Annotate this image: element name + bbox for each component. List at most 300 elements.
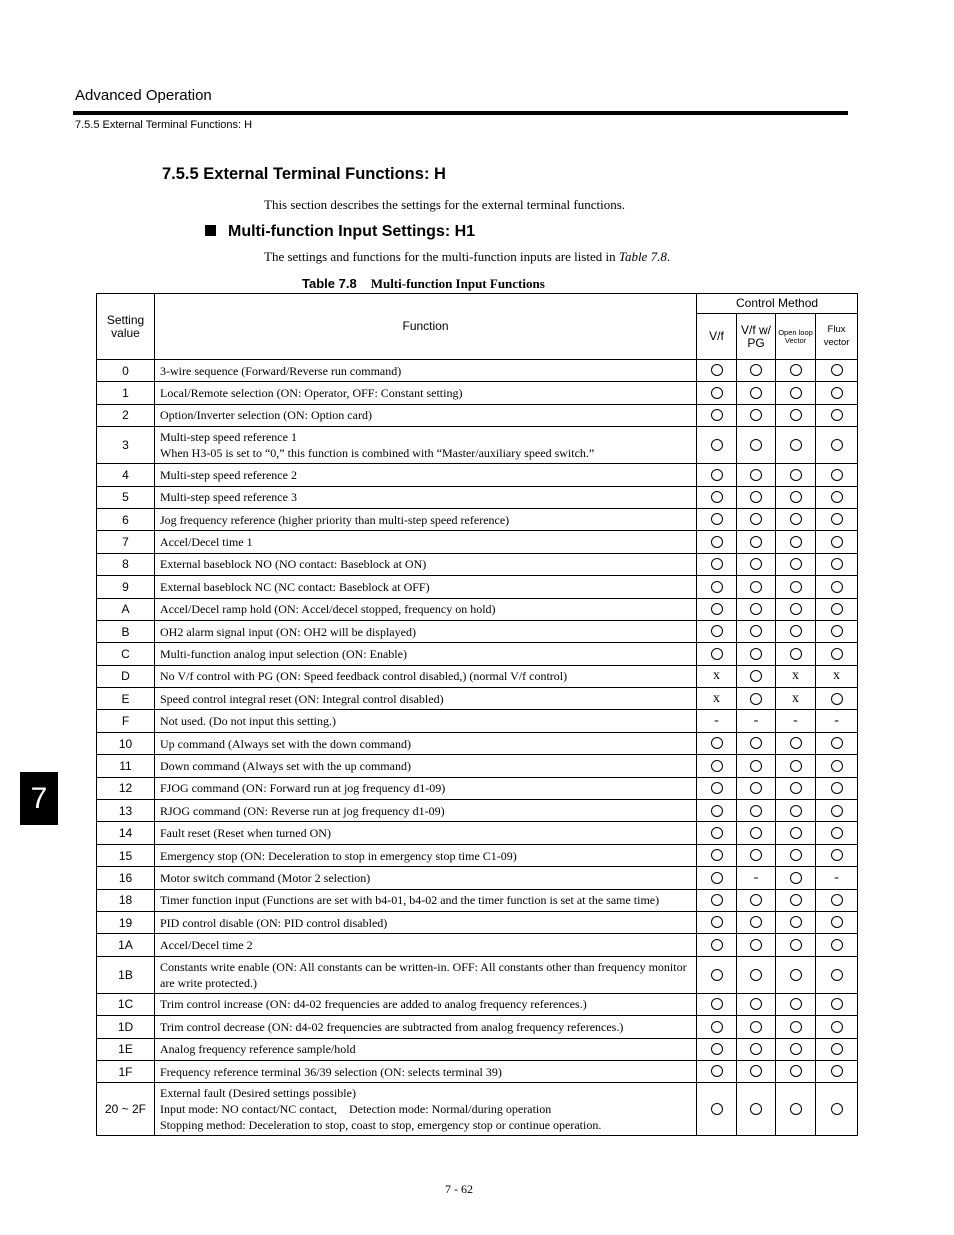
header-function: Function [155,294,697,360]
method-mark-cell [816,598,858,620]
circle-icon [750,1043,762,1055]
setting-value-cell: 19 [97,911,155,933]
method-mark-cell [816,404,858,426]
method-mark-cell [737,665,776,687]
method-mark-cell [776,620,816,642]
dash-mark: - [834,713,839,729]
method-mark-cell [776,427,816,464]
circle-icon [831,998,843,1010]
method-mark-cell [737,382,776,404]
circle-icon [750,939,762,951]
chapter-tab: 7 [20,772,58,825]
method-mark-cell [776,822,816,844]
method-mark-cell [776,382,816,404]
method-mark-cell [776,911,816,933]
setting-value-cell: 7 [97,531,155,553]
method-mark-cell [697,360,737,382]
table-row [97,665,858,687]
function-line: OH2 alarm signal input (ON: OH2 will be displayed) [160,624,416,639]
method-mark-cell [776,508,816,530]
method-mark-cell [697,598,737,620]
table-row [97,911,858,933]
circle-icon [711,491,723,503]
table-row [97,1016,858,1038]
circle-icon [790,439,802,451]
setting-value-cell: 2 [97,404,155,426]
method-mark-cell [697,755,737,777]
method-mark-cell [737,1060,776,1082]
function-line: Timer function input (Functions are set with b4-01, b4-02 and the timer function is set at the same time) [160,893,660,908]
table-row [97,755,858,777]
circle-icon [711,648,723,660]
circle-icon [831,648,843,660]
circle-icon [790,916,802,928]
function-line: PID control disable (ON: PID control disabled) [160,915,388,930]
circle-icon [711,1103,723,1115]
method-mark-cell [737,620,776,642]
intro-text: The settings and functions for the multi-function inputs are listed in [264,249,619,264]
method-mark-cell [737,800,776,822]
circle-icon [711,827,723,839]
header-method-vf-pg: V/f w/ PG [737,314,776,360]
circle-icon [711,1021,723,1033]
circle-icon [711,409,723,421]
circle-icon [750,827,762,839]
multi-function-input-table [96,293,858,1136]
dash-mark: - [714,713,719,729]
circle-icon [711,581,723,593]
circle-icon [711,387,723,399]
method-mark-cell [697,889,737,911]
method-mark-cell [816,531,858,553]
method-mark-cell [776,553,816,575]
header-setting-value: Setting value [97,294,155,360]
setting-value-cell: B [97,620,155,642]
page-number: 7 - 62 [445,1182,473,1196]
circle-icon [750,737,762,749]
method-mark-cell [816,360,858,382]
circle-icon [750,439,762,451]
circle-icon [711,872,723,884]
subsection-intro [264,249,670,265]
circle-icon [750,693,762,705]
method-mark-cell [816,800,858,822]
method-mark-cell [776,1060,816,1082]
circle-icon [831,849,843,861]
method-mark-cell [816,1060,858,1082]
circle-icon [790,1103,802,1115]
method-mark-cell [816,464,858,486]
function-line: Multi-function analog input selection (ON: Enable) [160,646,407,661]
method-mark-cell [816,643,858,665]
setting-value-cell: 14 [97,822,155,844]
method-mark-cell [737,867,776,889]
setting-value-cell: 10 [97,732,155,754]
function-cell [155,427,697,464]
circle-icon [750,603,762,615]
function-cell [155,867,697,889]
circle-icon [831,827,843,839]
method-mark-cell [737,1083,776,1136]
function-line: Accel/Decel ramp hold (ON: Accel/decel stopped, frequency on hold) [160,602,496,617]
setting-value-cell: E [97,688,155,710]
circle-icon [790,827,802,839]
circle-icon [711,439,723,451]
circle-icon [711,849,723,861]
method-mark-cell [816,576,858,598]
function-line: Constants write enable (ON: All constants can be written-in. OFF: All constants other than frequency monitor are write protected.) [160,959,690,990]
circle-icon [750,760,762,772]
function-cell [155,576,697,598]
method-mark-cell [816,822,858,844]
method-mark-cell [737,934,776,956]
method-mark-cell [776,360,816,382]
method-mark-cell [697,1038,737,1060]
circle-icon [790,760,802,772]
circle-icon [711,939,723,951]
method-mark-cell [737,732,776,754]
circle-icon [831,760,843,772]
circle-icon [750,625,762,637]
circle-icon [711,469,723,481]
method-mark-cell [697,1060,737,1082]
running-header-subsection: 7.5.5 External Terminal Functions: H [75,119,253,131]
method-mark-cell [776,777,816,799]
function-cell [155,665,697,687]
circle-icon [790,581,802,593]
subsection-title-text: Multi-function Input Settings: H1 [228,223,476,240]
function-cell [155,956,697,993]
function-line: Frequency reference terminal 36/39 selection (ON: selects terminal 39) [160,1064,502,1079]
function-line: Motor switch command (Motor 2 selection) [160,870,371,885]
method-mark-cell [776,844,816,866]
circle-icon [790,1021,802,1033]
method-mark-cell [697,382,737,404]
function-cell [155,620,697,642]
table-row [97,643,858,665]
method-mark-cell [697,911,737,933]
method-mark-cell [697,576,737,598]
section-intro: This section describes the settings for the external terminal functions. [264,197,626,212]
circle-icon [711,894,723,906]
setting-value-cell: 16 [97,867,155,889]
circle-icon [750,491,762,503]
method-mark-cell [776,993,816,1015]
table-row [97,464,858,486]
method-mark-cell [737,956,776,993]
method-mark-cell [737,889,776,911]
method-mark-cell [697,993,737,1015]
method-mark-cell [697,777,737,799]
circle-icon [750,1021,762,1033]
circle-icon [790,603,802,615]
table-row [97,1083,858,1136]
circle-icon [750,558,762,570]
method-mark-cell [737,1016,776,1038]
function-cell [155,486,697,508]
method-mark-cell [697,665,737,687]
method-mark-cell [737,688,776,710]
method-mark-cell [737,464,776,486]
function-line: Down command (Always set with the up command) [160,758,411,773]
function-cell [155,710,697,732]
method-mark-cell [697,956,737,993]
method-mark-cell [697,867,737,889]
circle-icon [831,439,843,451]
circle-icon [750,581,762,593]
circle-icon [750,387,762,399]
method-mark-cell [776,1016,816,1038]
method-mark-cell [697,732,737,754]
table-row [97,993,858,1015]
function-line: Stopping method: Deceleration to stop, coast to stop, emergency stop or continue operation. [160,1118,602,1133]
circle-icon [711,998,723,1010]
x-mark: x [792,690,799,706]
table-row [97,956,858,993]
method-mark-cell [816,934,858,956]
circle-icon [831,894,843,906]
circle-icon [750,782,762,794]
circle-icon [790,737,802,749]
function-line: RJOG command (ON: Reverse run at jog frequency d1-09) [160,803,445,818]
function-line: Analog frequency reference sample/hold [160,1042,356,1057]
method-mark-cell [776,576,816,598]
table-row [97,486,858,508]
circle-icon [831,558,843,570]
circle-icon [831,1065,843,1077]
setting-value-cell: 1D [97,1016,155,1038]
function-line: External baseblock NO (NO contact: Baseblock at ON) [160,557,427,572]
circle-icon [750,805,762,817]
running-header-title: Advanced Operation [75,87,212,104]
circle-icon [831,916,843,928]
circle-icon [831,1043,843,1055]
method-mark-cell [737,360,776,382]
method-mark-cell [737,598,776,620]
subsection-title [205,223,475,241]
method-mark-cell [776,1083,816,1136]
circle-icon [831,1103,843,1115]
method-mark-cell [816,1016,858,1038]
circle-icon [711,782,723,794]
circle-icon [831,469,843,481]
circle-icon [831,782,843,794]
x-mark: x [713,668,720,684]
circle-icon [831,364,843,376]
method-mark-cell [776,404,816,426]
method-mark-cell [776,486,816,508]
method-mark-cell [776,889,816,911]
function-cell [155,1038,697,1060]
table-row [97,889,858,911]
function-cell [155,598,697,620]
circle-icon [790,513,802,525]
circle-icon [790,969,802,981]
method-mark-cell [816,732,858,754]
setting-value-cell: 20 ~ 2F [97,1083,155,1136]
circle-icon [831,581,843,593]
table-row [97,508,858,530]
function-cell [155,993,697,1015]
method-mark-cell [697,486,737,508]
method-mark-cell [697,508,737,530]
method-mark-cell [776,755,816,777]
method-mark-cell [816,508,858,530]
dash-mark: - [793,713,798,729]
dash-mark: - [753,713,759,729]
circle-icon [750,998,762,1010]
function-cell [155,755,697,777]
circle-icon [790,648,802,660]
method-mark-cell [697,710,737,732]
method-mark-cell [776,956,816,993]
x-mark: x [833,668,841,684]
circle-icon [790,849,802,861]
function-line: No V/f control with PG (ON: Speed feedback control disabled,) (normal V/f control) [160,669,568,684]
dash-mark: - [753,869,759,885]
header-control-method: Control Method [697,294,858,314]
method-mark-cell [737,643,776,665]
setting-value-cell: 0 [97,360,155,382]
function-cell [155,934,697,956]
circle-icon [831,737,843,749]
method-mark-cell [697,934,737,956]
table-caption [302,276,545,292]
setting-value-cell: 18 [97,889,155,911]
function-cell [155,1060,697,1082]
setting-value-cell: 1B [97,956,155,993]
method-mark-cell [697,800,737,822]
method-mark-cell [737,993,776,1015]
table-row [97,553,858,575]
function-cell [155,382,697,404]
function-line: Multi-step speed reference 2 [160,467,297,482]
method-mark-cell [816,427,858,464]
function-line: FJOG command (ON: Forward run at jog frequency d1-09) [160,781,446,796]
method-mark-cell [816,1083,858,1136]
setting-value-cell: 1A [97,934,155,956]
table-row [97,822,858,844]
x-mark: x [713,690,720,706]
circle-icon [831,1021,843,1033]
function-cell [155,531,697,553]
circle-icon [711,603,723,615]
method-mark-cell [776,800,816,822]
function-line: When H3-05 is set to “0,” this function is combined with “Master/auxiliary speed switch.” [160,446,595,461]
circle-icon [831,603,843,615]
method-mark-cell [776,598,816,620]
function-cell [155,1016,697,1038]
setting-value-cell: 1 [97,382,155,404]
method-mark-cell [816,553,858,575]
table-row [97,710,858,732]
circle-icon [790,805,802,817]
setting-value-cell: F [97,710,155,732]
circle-icon [750,670,762,682]
method-mark-cell [776,867,816,889]
function-line: Multi-step speed reference 1 [160,430,297,445]
method-mark-cell [816,777,858,799]
circle-icon [831,805,843,817]
intro-end: . [666,249,671,264]
circle-icon [790,536,802,548]
method-mark-cell [697,1016,737,1038]
circle-icon [790,939,802,951]
circle-icon [790,872,802,884]
circle-icon [790,491,802,503]
method-mark-cell [697,844,737,866]
method-mark-cell [816,956,858,993]
table-row [97,844,858,866]
circle-icon [831,625,843,637]
method-mark-cell [697,553,737,575]
header-method-flux-vector: Flux vector [816,314,858,360]
table-row [97,427,858,464]
method-mark-cell [776,531,816,553]
function-line: 3-wire sequence (Forward/Reverse run command) [160,363,402,378]
setting-value-cell: C [97,643,155,665]
table-row [97,688,858,710]
circle-icon [711,625,723,637]
function-cell [155,508,697,530]
method-mark-cell [697,531,737,553]
setting-value-cell: 9 [97,576,155,598]
function-line: External fault (Desired settings possible) [160,1086,356,1101]
function-cell [155,777,697,799]
circle-icon [750,364,762,376]
setting-value-cell: 15 [97,844,155,866]
method-mark-cell [737,404,776,426]
method-mark-cell [737,710,776,732]
method-mark-cell [697,688,737,710]
method-mark-cell [776,732,816,754]
circle-icon [711,916,723,928]
table-row [97,404,858,426]
circle-icon [711,1043,723,1055]
circle-icon [831,409,843,421]
setting-value-cell: 1C [97,993,155,1015]
function-line: Speed control integral reset (ON: Integral control disabled) [160,691,444,706]
circle-icon [790,782,802,794]
circle-icon [750,536,762,548]
circle-icon [711,513,723,525]
function-line: External baseblock NC (NC contact: Baseblock at OFF) [160,579,430,594]
method-mark-cell [697,643,737,665]
circle-icon [831,491,843,503]
method-mark-cell [697,404,737,426]
method-mark-cell [737,844,776,866]
method-mark-cell [697,1083,737,1136]
function-cell [155,553,697,575]
method-mark-cell [816,486,858,508]
function-cell [155,800,697,822]
function-cell [155,360,697,382]
circle-icon [711,1065,723,1077]
circle-icon [790,625,802,637]
function-line: Emergency stop (ON: Deceleration to stop in emergency stop time C1-09) [160,848,517,863]
method-mark-cell [737,531,776,553]
table-row [97,1038,858,1060]
method-mark-cell [737,755,776,777]
function-cell [155,404,697,426]
method-mark-cell [737,553,776,575]
circle-icon [711,760,723,772]
method-mark-cell [776,934,816,956]
method-mark-cell [816,867,858,889]
method-mark-cell [776,643,816,665]
method-mark-cell [816,844,858,866]
method-mark-cell [816,620,858,642]
